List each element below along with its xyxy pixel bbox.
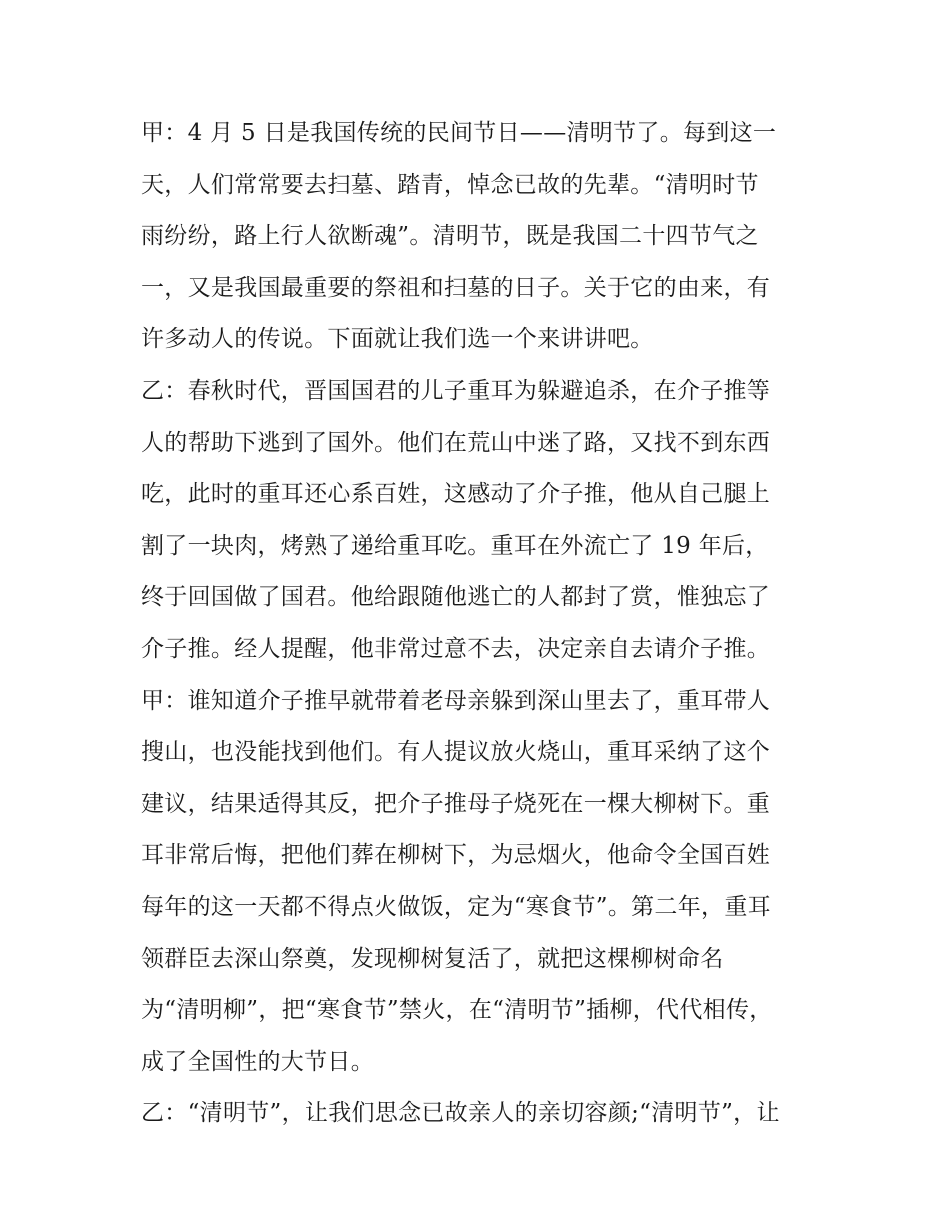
text-line: 甲：谁知道介子推早就带着老母亲躲到深山里去了，重耳带人 [141, 687, 771, 714]
text-line: 乙：“清明节”，让我们思念已故亲人的亲切容颜;“清明节”，让 [141, 1100, 780, 1127]
text-line: 建议，结果适得其反，把介子推母子烧死在一棵大柳树下。重 [141, 790, 771, 817]
text-line: 一，又是我国最重要的祭祖和扫墓的日子。关于它的由来，有 [141, 274, 771, 301]
text-line: 成了全国性的大节日。 [141, 1048, 374, 1075]
text-line: 为“清明柳”，把“寒食节”禁火，在“清明节”插柳，代代相传， [141, 997, 773, 1024]
dialogue-text [141, 108, 821, 1140]
text-line: 割了一块肉，烤熟了递给重耳吃。重耳在外流亡了 19 年后， [141, 532, 769, 559]
text-line: 每年的这一天都不得点火做饭，定为“寒食节”。第二年，重耳 [141, 893, 771, 920]
text-line: 人的帮助下逃到了国外。他们在荒山中迷了路，又找不到东西 [141, 429, 771, 456]
text-line: 耳非常后悔，把他们葬在柳树下，为忌烟火，他命令全国百姓 [141, 842, 771, 869]
text-line: 介子推。经人提醒，他非常过意不去，决定亲自去请介子推。 [141, 635, 771, 662]
text-line: 甲：4 月 5 日是我国传统的民间节日——清明节了。每到这一 [141, 120, 777, 146]
text-line: 许多动人的传说。下面就让我们选一个来讲讲吧。 [141, 326, 654, 353]
text-line: 搜山，也没能找到他们。有人提议放火烧山，重耳采纳了这个 [141, 739, 771, 766]
text-line: 终于回国做了国君。他给跟随他逃亡的人都封了赏，惟独忘了 [141, 584, 771, 611]
text-line: 雨纷纷，路上行人欲断魂”。清明节，既是我国二十四节气之 [141, 223, 759, 250]
text-line: 领群臣去深山祭奠，发现柳树复活了，就把这棵柳树命名 [141, 945, 724, 972]
text-line: 吃，此时的重耳还心系百姓，这感动了介子推，他从自己腿上 [141, 481, 771, 508]
text-line: 天，人们常常要去扫墓、踏青，悼念已故的先辈。“清明时节 [141, 171, 759, 198]
text-line: 乙：春秋时代，晋国国君的儿子重耳为躲避追杀，在介子推等 [141, 377, 771, 404]
